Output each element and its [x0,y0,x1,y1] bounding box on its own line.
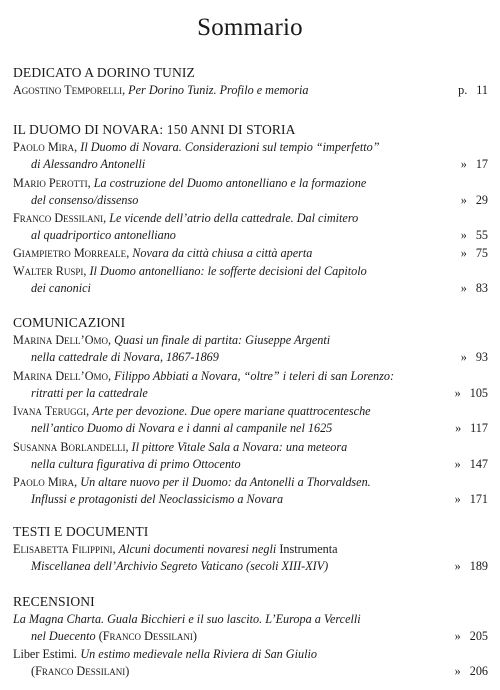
entry-page: » 205 [454,628,488,643]
toc-entry[interactable]: Paolo Mira, Il Duomo di Novara. Considerazioni sul tempio “imperfetto” di Alessandro Antonelli » 17 [13,140,488,171]
entry-page: » 75 [460,246,488,260]
entry-title: Il Duomo di Novara. Considerazioni sul tempio “imperfetto” [80,140,380,154]
entry-page: » 171 [454,491,488,506]
entry-author: Franco Dessilani [35,663,126,678]
entry-page: » 147 [454,456,488,471]
section-heading: DEDICATO A DORINO TUNIZ [13,65,195,80]
entry-author: Giampietro Morreale [13,246,127,260]
entry-author: Susanna Borlandelli [13,440,126,454]
entry-author: Franco Dessilani [102,628,193,643]
entry-title: La costruzione del Duomo antonelliano e la formazione [93,176,367,190]
entry-title: Alcuni documenti novaresi negli [118,542,277,556]
entry-author: Elisabetta Filippini [13,542,113,556]
entry-author: Agostino Temporelli [13,83,123,97]
toc-entry[interactable]: Agostino Temporelli, Per Dorino Tuniz. Profilo e memoria p. 11 [13,83,488,97]
entry-page: » 17 [460,156,488,171]
entry-page: » 117 [455,420,488,435]
entry-title: Filippo Abbiati a Novara, “oltre” i teleri di san Lorenzo: [114,369,395,383]
toc-entry[interactable]: Franco Dessilani, Le vicende dell’atrio della cattedrale. Dal cimitero al quadriportico antonelliano » 55 [13,211,488,242]
toc-entry[interactable]: Marina Dell’Omo, Filippo Abbiati a Novara, “oltre” i teleri di san Lorenzo: ritratti per la cattedrale » 105 [13,369,488,400]
entry-author: Mario Perotti [13,176,88,190]
entry-page: » 189 [454,558,488,573]
entry-author: Walter Ruspi [13,264,84,278]
entry-author: Marina Dell’Omo [13,333,109,347]
toc-entry[interactable]: Elisabetta Filippini, Alcuni documenti novaresi negli Instrumenta Miscellanea dell’Archivio Segreto Vaticano (secoli XIII-XIV) » 189 [13,542,488,573]
toc-entry[interactable]: Liber Estimi. Un estimo medievale nella Riviera di San Giulio (Franco Dessilani) » 206 [13,647,488,678]
entry-title: Il Duomo antonelliano: le sofferte decisioni del Capitolo [89,264,367,278]
section-heading: COMUNICAZIONI [13,315,126,330]
toc-entry[interactable]: Giampietro Morreale, Novara da città chiusa a città aperta » 75 [13,246,488,260]
entry-title: Per Dorino Tuniz. Profilo e memoria [128,83,309,97]
entry-page: » 206 [454,663,488,678]
toc-entry[interactable]: Mario Perotti, La costruzione del Duomo antonelliano e la formazione del consenso/dissenso » 29 [13,176,488,207]
entry-author: Marina Dell’Omo [13,369,109,383]
entry-title: Quasi un finale di partita: Giuseppe Argenti [114,333,331,347]
toc-entry[interactable]: Walter Ruspi, Il Duomo antonelliano: le sofferte decisioni del Capitolo dei canonici » 83 [13,264,488,295]
entry-author: Franco Dessilani [13,211,104,225]
entry-title: . Un estimo medievale nella Riviera di San Giulio [74,647,317,661]
entry-title: Il pittore Vitale Sala a Novara: una meteora [131,440,348,454]
entry-page: » 29 [460,192,488,207]
toc-entry[interactable]: Paolo Mira, Un altare nuovo per il Duomo: da Antonelli a Thorvaldsen. Influssi e protagonisti del Neoclassicismo a Novara » 171 [13,475,488,506]
section-heading: IL DUOMO DI NOVARA: 150 ANNI DI STORIA [13,122,296,137]
entry-author: Paolo Mira [13,475,75,489]
section-heading: TESTI E DOCUMENTI [13,524,149,539]
section-heading: RECENSIONI [13,594,95,609]
toc-entry[interactable]: Marina Dell’Omo, Quasi un finale di partita: Giuseppe Argenti nella cattedrale di Novara, 1867-1869 » 93 [13,333,488,364]
entry-page: » 105 [454,385,488,400]
entry-author: Paolo Mira [13,140,75,154]
toc-entry[interactable]: Susanna Borlandelli, Il pittore Vitale Sala a Novara: una meteora nella cultura figurativa di primo Ottocento » 147 [13,440,488,471]
toc-entry[interactable]: Ivana Teruggi, Arte per devozione. Due opere mariane quattrocentesche nell’antico Duomo di Novara e i danni al campanile nel 1625 » 117 [13,404,488,435]
entry-page: » 55 [460,227,488,242]
entry-author: Ivana Teruggi [13,404,87,418]
entry-page: » 83 [460,280,488,295]
entry-title: Arte per devozione. Due opere mariane quattrocentesche [92,404,371,418]
entry-title: La Magna Charta. Guala Bicchieri e il suo lascito. L’Europa a Vercelli [13,612,361,626]
entry-title: Un altare nuovo per il Duomo: da Antonelli a Thorvaldsen. [80,475,371,489]
entry-title: Le vicende dell’atrio della cattedrale. Dal cimitero [109,211,359,225]
entry-page: » 93 [460,349,488,364]
toc-entry[interactable]: La Magna Charta. Guala Bicchieri e il suo lascito. L’Europa a Vercelli nel Duecento (Franco Dessilani) » 205 [13,612,488,643]
entry-page: p. 11 [458,83,488,97]
entry-title: Novara da città chiusa a città aperta [132,246,313,260]
page-title: Sommario [197,14,303,41]
